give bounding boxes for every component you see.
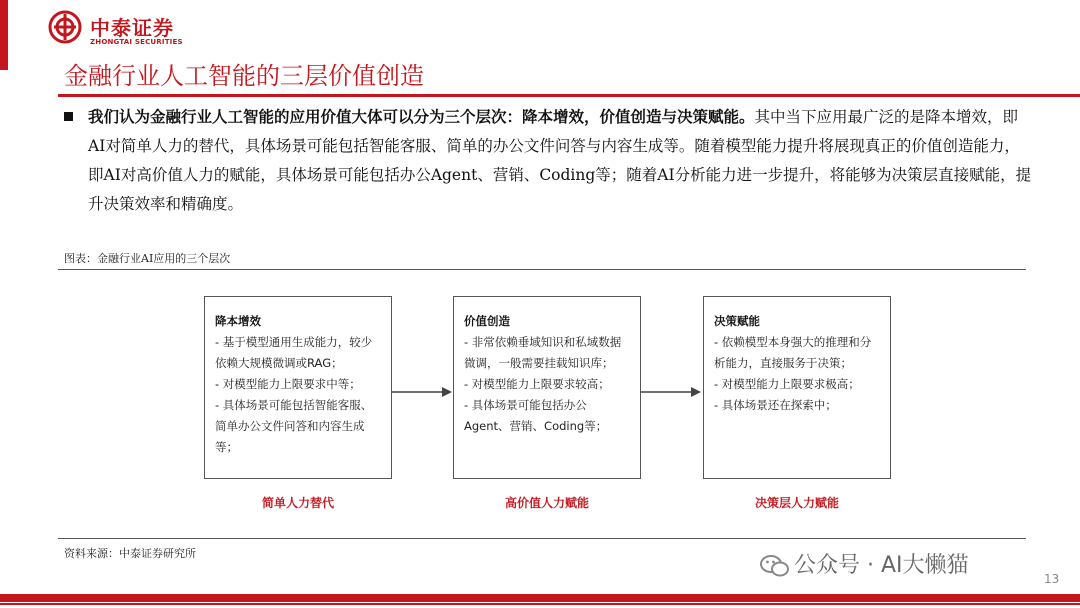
wechat-icon xyxy=(760,554,790,578)
box-title: 降本增效 xyxy=(215,314,261,328)
box-item: - 对模型能力上限要求较高； xyxy=(464,377,610,391)
layer-box-value-creation xyxy=(453,296,641,479)
box-title: 决策赋能 xyxy=(714,314,760,328)
layer-box-decision-empowerment xyxy=(703,296,891,479)
bullet-body-text: 其中当下应用最广泛的是降本增效，即AI对简单人力的替代，具体场景可能包括智能客服、简单的办公文件问答与内容生成等。随着模型能力提升将展现真正的价值创造能力，即AI对高价值人力的赋能，具体场景可能包括办公Agent、营销、Coding等；随着AI分析能力进一步提升，将能够为决策层直接赋能，提升决策效率和精确度。 xyxy=(88,108,1032,213)
box-item: - 对模型能力上限要求极高； xyxy=(714,377,860,391)
source-note: 资料来源：中泰证券研究所 xyxy=(64,547,196,560)
watermark-text: 公众号 · AI大懒猫 xyxy=(794,553,969,578)
box-item: - 具体场景可能包括智能客服、简单办公文件问答和内容生成等； xyxy=(215,398,373,454)
box-item: - 基于模型通用生成能力，较少依赖大规模微调或RAG； xyxy=(215,335,373,370)
arrow-right-icon xyxy=(392,385,452,399)
box-item: - 具体场景还在探索中； xyxy=(714,398,837,412)
page-title: 金融行业人工智能的三层价值创造 xyxy=(64,62,424,90)
box-caption: 高价值人力赋能 xyxy=(504,496,589,510)
watermark xyxy=(760,548,969,579)
page-number: 13 xyxy=(1044,572,1060,586)
layer-box-cost-reduction xyxy=(204,296,392,479)
company-logo xyxy=(48,10,238,54)
logo-text-en: ZHONGTAI SECURITIES xyxy=(90,38,183,46)
title-divider xyxy=(58,94,1080,97)
box-caption: 决策层人力赋能 xyxy=(754,496,839,510)
box-title: 价值创造 xyxy=(464,314,510,328)
bullet-text xyxy=(88,102,1032,219)
box-item: - 对模型能力上限要求中等； xyxy=(215,377,361,391)
bullet-bold-text: 我们认为金融行业人工智能的应用价值大体可以分为三个层次：降本增效，价值创造与决策赋能。 xyxy=(88,107,755,126)
figure-top-rule xyxy=(58,269,1026,270)
box-item: - 具体场景可能包括办公Agent、营销、Coding等； xyxy=(464,398,608,433)
box-caption: 简单人力替代 xyxy=(261,496,334,510)
bottom-accent-line xyxy=(0,603,1080,605)
box-item: - 依赖模型本身强大的推理和分析能力，直接服务于决策； xyxy=(714,335,872,370)
bottom-accent-bar xyxy=(0,594,1080,602)
box-item: - 非常依赖垂域知识和私域数据微调，一般需要挂载知识库； xyxy=(464,335,622,370)
figure-bottom-rule xyxy=(58,538,1026,539)
logo-text-cn: 中泰证券 xyxy=(90,16,174,40)
bullet-paragraph xyxy=(64,102,1032,219)
figure-caption: 图表：金融行业AI应用的三个层次 xyxy=(64,252,231,265)
square-bullet-icon xyxy=(64,112,73,121)
left-accent-bar xyxy=(0,0,8,70)
arrow-right-icon xyxy=(641,385,701,399)
zhongtai-logo-icon xyxy=(48,10,82,44)
